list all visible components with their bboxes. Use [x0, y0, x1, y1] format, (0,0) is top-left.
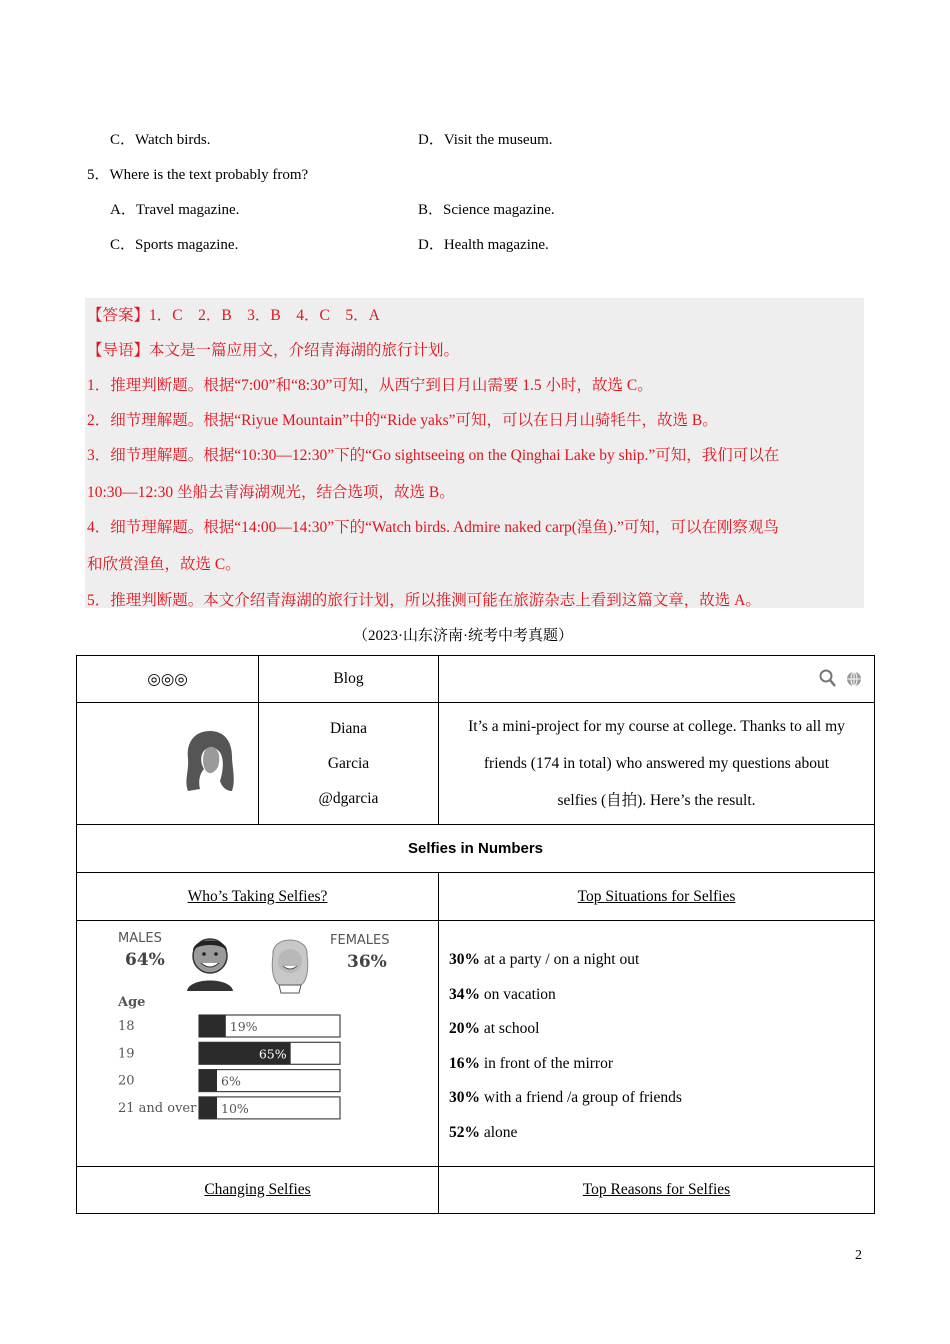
situation-percent: 16%: [449, 1054, 480, 1072]
age-bar-value-label: 6%: [221, 1073, 241, 1089]
intro-line-1: It’s a mini-project for my course at college. Thanks to all my: [468, 718, 845, 735]
answer-intro: 【导语】本文是一篇应用文，介绍青海湖的旅行计划。: [87, 342, 460, 359]
intro-line-2: friends (174 in total) who answered my questions about: [483, 755, 830, 772]
age-bar: [199, 1097, 217, 1119]
female-face-icon: [272, 940, 308, 993]
situation-text: in front of the mirror: [480, 1054, 614, 1072]
age-category-label: 19: [118, 1046, 135, 1062]
blog-toolbar: [439, 656, 875, 703]
author-info: [259, 703, 439, 825]
question-5-option-c: C．Sports magazine.: [110, 237, 239, 253]
intro-line-3: selfies (自拍). Here’s the result.: [557, 792, 756, 809]
section-title-row: [77, 825, 875, 873]
situation-percent: 34%: [449, 985, 480, 1003]
answer-explanation-2: 2．细节理解题。根据“Riyue Mountain”中的“Ride yaks”可知，可以在日月山骑牦牛，故选 B。: [87, 412, 718, 429]
gender-age-chart: [77, 921, 437, 1161]
globe-icon[interactable]: [847, 672, 861, 686]
females-label: FEMALES: [330, 933, 390, 948]
situation-text: on vacation: [480, 985, 556, 1003]
age-bar: [199, 1070, 217, 1092]
column-header-row: [77, 873, 875, 921]
option-c-watch-birds: C．Watch birds.: [110, 132, 211, 148]
situation-percent: 30%: [449, 1089, 480, 1107]
top-reasons-heading: Top Reasons for Selfies: [439, 1167, 875, 1214]
blog-author-row: [77, 703, 875, 825]
situation-item: [449, 943, 874, 978]
situation-percent: 52%: [449, 1123, 480, 1141]
answer-explanation-1: 1．推理判断题。根据“7:00”和“8:30”可知，从西宁到日月山需要 1.5 小时，故选 C。: [87, 377, 653, 394]
age-heading: Age: [118, 995, 146, 1010]
option-d-visit-museum: D．Visit the museum.: [418, 132, 553, 148]
answer-explanation-4: 4．细节理解题。根据“14:00—14:30”下的“Watch birds. Admire naked carp(湟鱼).”可知，可以在刚察观鸟: [87, 519, 779, 536]
males-value: 64%: [125, 950, 165, 970]
woman-silhouette-icon: [180, 727, 240, 795]
situation-item: [449, 978, 874, 1013]
situation-item: [449, 1116, 874, 1151]
situation-percent: 20%: [449, 1020, 480, 1038]
page-number: 2: [855, 1248, 862, 1263]
blog-title: Blog: [259, 656, 439, 703]
females-value: 36%: [347, 952, 387, 972]
gender-age-chart-cell: [77, 921, 439, 1167]
bottom-header-row: [77, 1167, 875, 1214]
age-bar-value-label: 10%: [221, 1100, 249, 1116]
question-5-option-d: D．Health magazine.: [418, 237, 549, 253]
age-bars: [118, 1015, 340, 1119]
age-category-label: 18: [118, 1019, 135, 1034]
top-situations-heading: Top Situations for Selfies: [439, 873, 875, 921]
age-bar: [199, 1015, 226, 1037]
age-bar-value-label: 19%: [229, 1019, 258, 1034]
changing-selfies-heading: Changing Selfies: [77, 1167, 439, 1214]
author-first-name: Diana: [329, 720, 367, 737]
situation-text: at a party / on a night out: [480, 951, 640, 968]
section-title: Selfies in Numbers: [77, 825, 875, 873]
age-category-label: 20: [118, 1073, 135, 1089]
situation-text: with a friend /a group of friends: [480, 1089, 682, 1107]
answer-explanation-3-cont: 10:30—12:30 坐船去青海湖观光，结合选项，故选 B。: [87, 484, 455, 501]
male-face-icon: [187, 939, 233, 991]
situation-item: [449, 1081, 874, 1116]
avatar: [77, 703, 259, 825]
blog-intro: [439, 703, 875, 825]
answer-key: 【答案】1．C 2．B 3．B 4．C 5．A: [87, 307, 380, 324]
question-5-option-b: B．Science magazine.: [418, 202, 555, 218]
data-row: [77, 921, 875, 1167]
age-bar-value-label: 65%: [258, 1046, 287, 1062]
males-label: MALES: [118, 931, 162, 946]
window-dots: ◎◎◎: [77, 656, 259, 703]
answer-explanation-4-cont: 和欣赏湟鱼，故选 C。: [87, 556, 241, 573]
blog-header-row: [77, 656, 875, 703]
answer-explanation-5: 5．推理判断题。本文介绍青海湖的旅行计划，所以推测可能在旅游杂志上看到这篇文章，故选 A。: [87, 592, 761, 609]
author-handle[interactable]: @dgarcia: [318, 790, 379, 807]
question-5-stem: 5．Where is the text probably from?: [87, 167, 309, 183]
question-5-option-a: A．Travel magazine.: [110, 202, 240, 218]
search-icon[interactable]: [821, 671, 836, 687]
age-category-label: 21 and over: [118, 1100, 197, 1116]
exam-source: （2023·山东济南·统考中考真题）: [353, 628, 573, 644]
answer-explanation-3: 3．细节理解题。根据“10:30—12:30”下的“Go sightseeing on the Qinghai Lake by ship.”可知，我们可以在: [87, 447, 780, 464]
situation-percent: 30%: [449, 951, 480, 968]
situation-item: [449, 1012, 874, 1047]
situation-text: alone: [480, 1123, 518, 1141]
situation-text: at school: [480, 1020, 540, 1038]
who-taking-selfies-heading: Who’s Taking Selfies?: [77, 873, 439, 921]
situations-list: [439, 921, 875, 1167]
author-last-name: Garcia: [327, 755, 370, 772]
situation-item: [449, 1047, 874, 1082]
blog-table: [76, 655, 875, 1214]
